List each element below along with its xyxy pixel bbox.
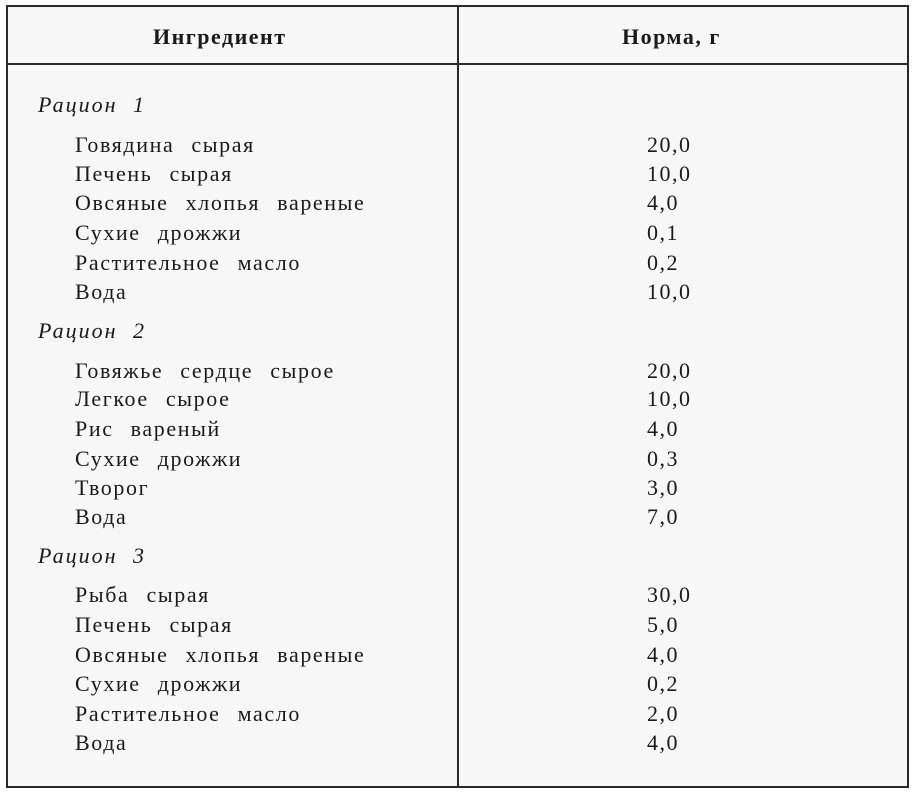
ingredient-value: 4,0: [647, 190, 679, 215]
header-ingredient: Ингредиент: [153, 24, 287, 49]
ingredient-value: 3,0: [647, 475, 679, 500]
ingredient-value: 0,1: [647, 220, 679, 245]
ingredient-name: Рис вареный: [75, 416, 221, 441]
ingredient-value: 0,2: [647, 671, 679, 696]
ingredient-name: Сухие дрожжи: [75, 671, 243, 696]
ingredient-value: 2,0: [647, 701, 679, 726]
ingredient-name: Овсяные хлопья вареные: [75, 642, 366, 667]
ingredient-value: 0,3: [647, 446, 679, 471]
ration-title: Рацион 1: [38, 92, 147, 117]
ingredient-value: 0,2: [647, 250, 679, 275]
header-divider: [6, 63, 909, 65]
ingredient-name: Овсяные хлопья вареные: [75, 190, 366, 215]
ingredient-name: Творог: [75, 475, 150, 500]
ingredient-name: Печень сырая: [75, 161, 233, 186]
ingredient-value: 4,0: [647, 642, 679, 667]
ingredient-name: Вода: [75, 504, 128, 529]
header-norm: Норма, г: [622, 24, 721, 49]
ingredient-value: 4,0: [647, 416, 679, 441]
ingredient-name: Сухие дрожжи: [75, 446, 243, 471]
ration-title: Рацион 3: [38, 543, 147, 568]
ration-title: Рацион 2: [38, 318, 147, 343]
ingredient-value: 10,0: [647, 161, 692, 186]
ingredient-value: 10,0: [647, 386, 692, 411]
ingredient-name: Печень сырая: [75, 612, 233, 637]
ingredient-name: Вода: [75, 730, 128, 755]
ingredient-name: Сухие дрожжи: [75, 220, 243, 245]
ingredient-name: Говядина сырая: [75, 132, 255, 157]
ingredient-name: Растительное масло: [75, 250, 301, 275]
ingredient-value: 30,0: [647, 582, 692, 607]
ingredient-name: Говяжье сердце сырое: [75, 358, 335, 383]
column-divider: [457, 5, 459, 788]
ingredient-name: Вода: [75, 279, 128, 304]
ingredient-name: Рыба сырая: [75, 582, 210, 607]
ingredient-value: 5,0: [647, 612, 679, 637]
ingredient-value: 7,0: [647, 504, 679, 529]
ingredient-name: Растительное масло: [75, 701, 301, 726]
ingredient-value: 10,0: [647, 279, 692, 304]
ingredient-name: Легкое сырое: [75, 386, 231, 411]
ingredient-value: 4,0: [647, 730, 679, 755]
ingredient-value: 20,0: [647, 132, 692, 157]
ingredient-value: 20,0: [647, 358, 692, 383]
